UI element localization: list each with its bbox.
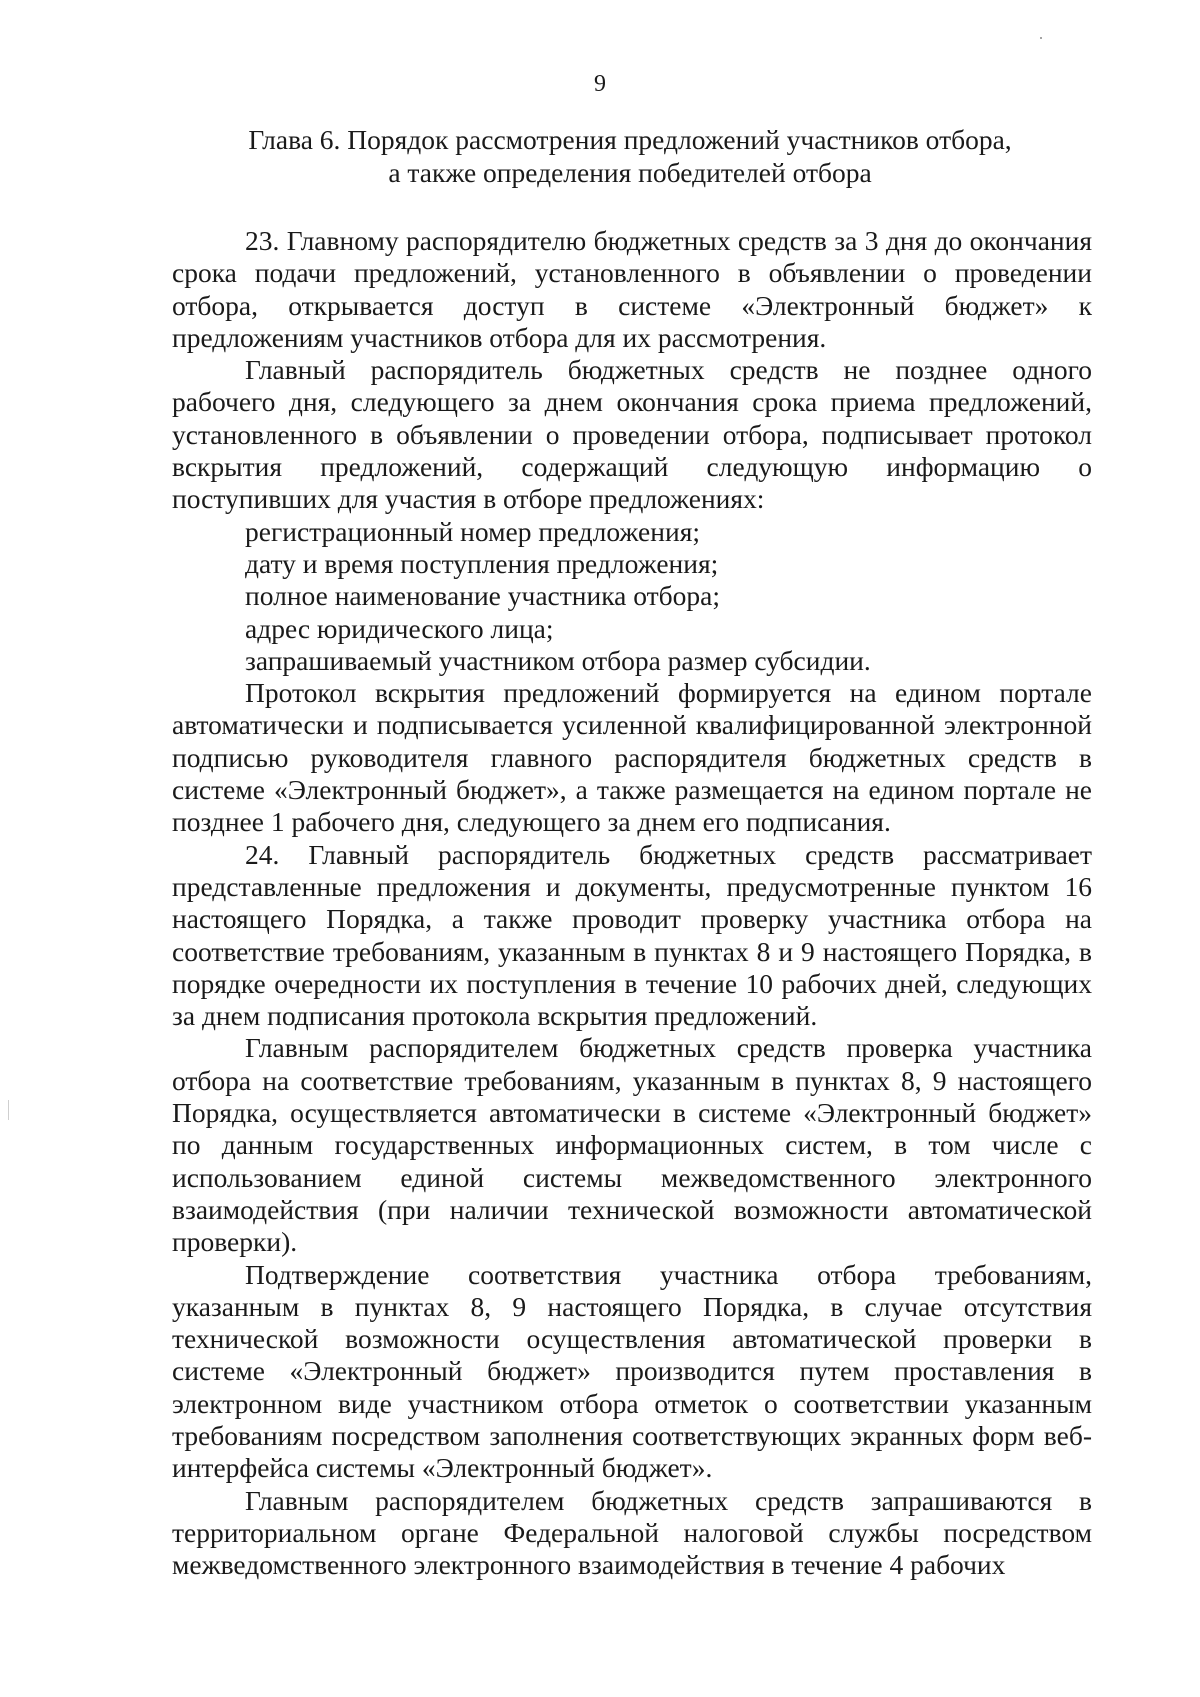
chapter-title-line-2: а также определения победителей отбора [388, 157, 872, 188]
paragraph-23: 23. Главному распорядителю бюджетных средств за 3 дня до окончания срока подачи предложений, установленного в объявлении о проведении отбора, открывается доступ в системе «Электронный бюджет» к предложениям участников отбора для их рассмотрения. [172, 225, 1092, 353]
paragraph-tax-request: Главным распорядителем бюджетных средств запрашиваются в территориальном органе Федеральной налоговой службы посредством межведомственного электронного взаимодействия в течение 4 рабочих [172, 1484, 1092, 1581]
chapter-title-line-1: Глава 6. Порядок рассмотрения предложений участников отбора, [248, 124, 1012, 155]
paragraph-24: 24. Главный распорядитель бюджетных средств рассматривает представленные предложения и документы, предусмотренные пунктом 16 настоящего Порядка, а также проводит проверку участника отбора на соответствие требованиям, указанным в пунктах 8 и 9 настоящего Порядка, в порядке очередности их поступления в течение 10 рабочих дней, следующих за днем подписания протокола вскрытия предложений. [172, 838, 1092, 1032]
list-item-subsidy-amount: запрашиваемый участником отбора размер субсидии. [245, 644, 871, 676]
paragraph-protocol-signing: Главный распорядитель бюджетных средств не позднее одного рабочего дня, следующего за днем окончания срока приема предложений, установленного в объявлении о проведении отбора, подписывает протокол вскрытия предложений, содержащий следующую информацию о поступивших для участия в отборе предложениях: [172, 354, 1092, 515]
scan-margin-mark [8, 1100, 9, 1120]
scan-speck [1040, 37, 1042, 39]
paragraph-protocol-portal: Протокол вскрытия предложений формируется на едином портале автоматически и подписывается усиленной квалифицированной электронной подписью руководителя главного распорядителя бюджетных средств в системе «Электронный бюджет», а также размещается на едином портале не позднее 1 рабочего дня, следующего за днем его подписания. [172, 677, 1092, 838]
chapter-title [170, 123, 1090, 189]
list-item-legal-address: адрес юридического лица; [245, 612, 554, 644]
paragraph-confirmation: Подтверждение соответствия участника отбора требованиям, указанным в пунктах 8, 9 настоящего Порядка, в случае отсутствия технической возможности осуществления автоматической проверки в системе «Электронный бюджет» производится путем проставления в электронном виде участником отбора отметок о соответствии указанным требованиям посредством заполнения соответствующих экранных форм веб-интерфейса системы «Электронный бюджет». [172, 1258, 1092, 1484]
paragraph-automatic-check: Главным распорядителем бюджетных средств проверка участника отбора на соответствие требованиям, указанным в пунктах 8, 9 настоящего Порядка, осуществляется автоматически в системе «Электронный бюджет» по данным государственных информационных систем, в том числе с использованием единой системы межведомственного электронного взаимодействия (при наличии технической возможности автоматической проверки). [172, 1032, 1092, 1258]
list-item-date-time: дату и время поступления предложения; [245, 547, 719, 579]
list-item-registration-number: регистрационный номер предложения; [245, 515, 700, 547]
document-body [172, 225, 1092, 1581]
page-number: 9 [594, 71, 606, 97]
list-item-full-name: полное наименование участника отбора; [245, 580, 720, 612]
